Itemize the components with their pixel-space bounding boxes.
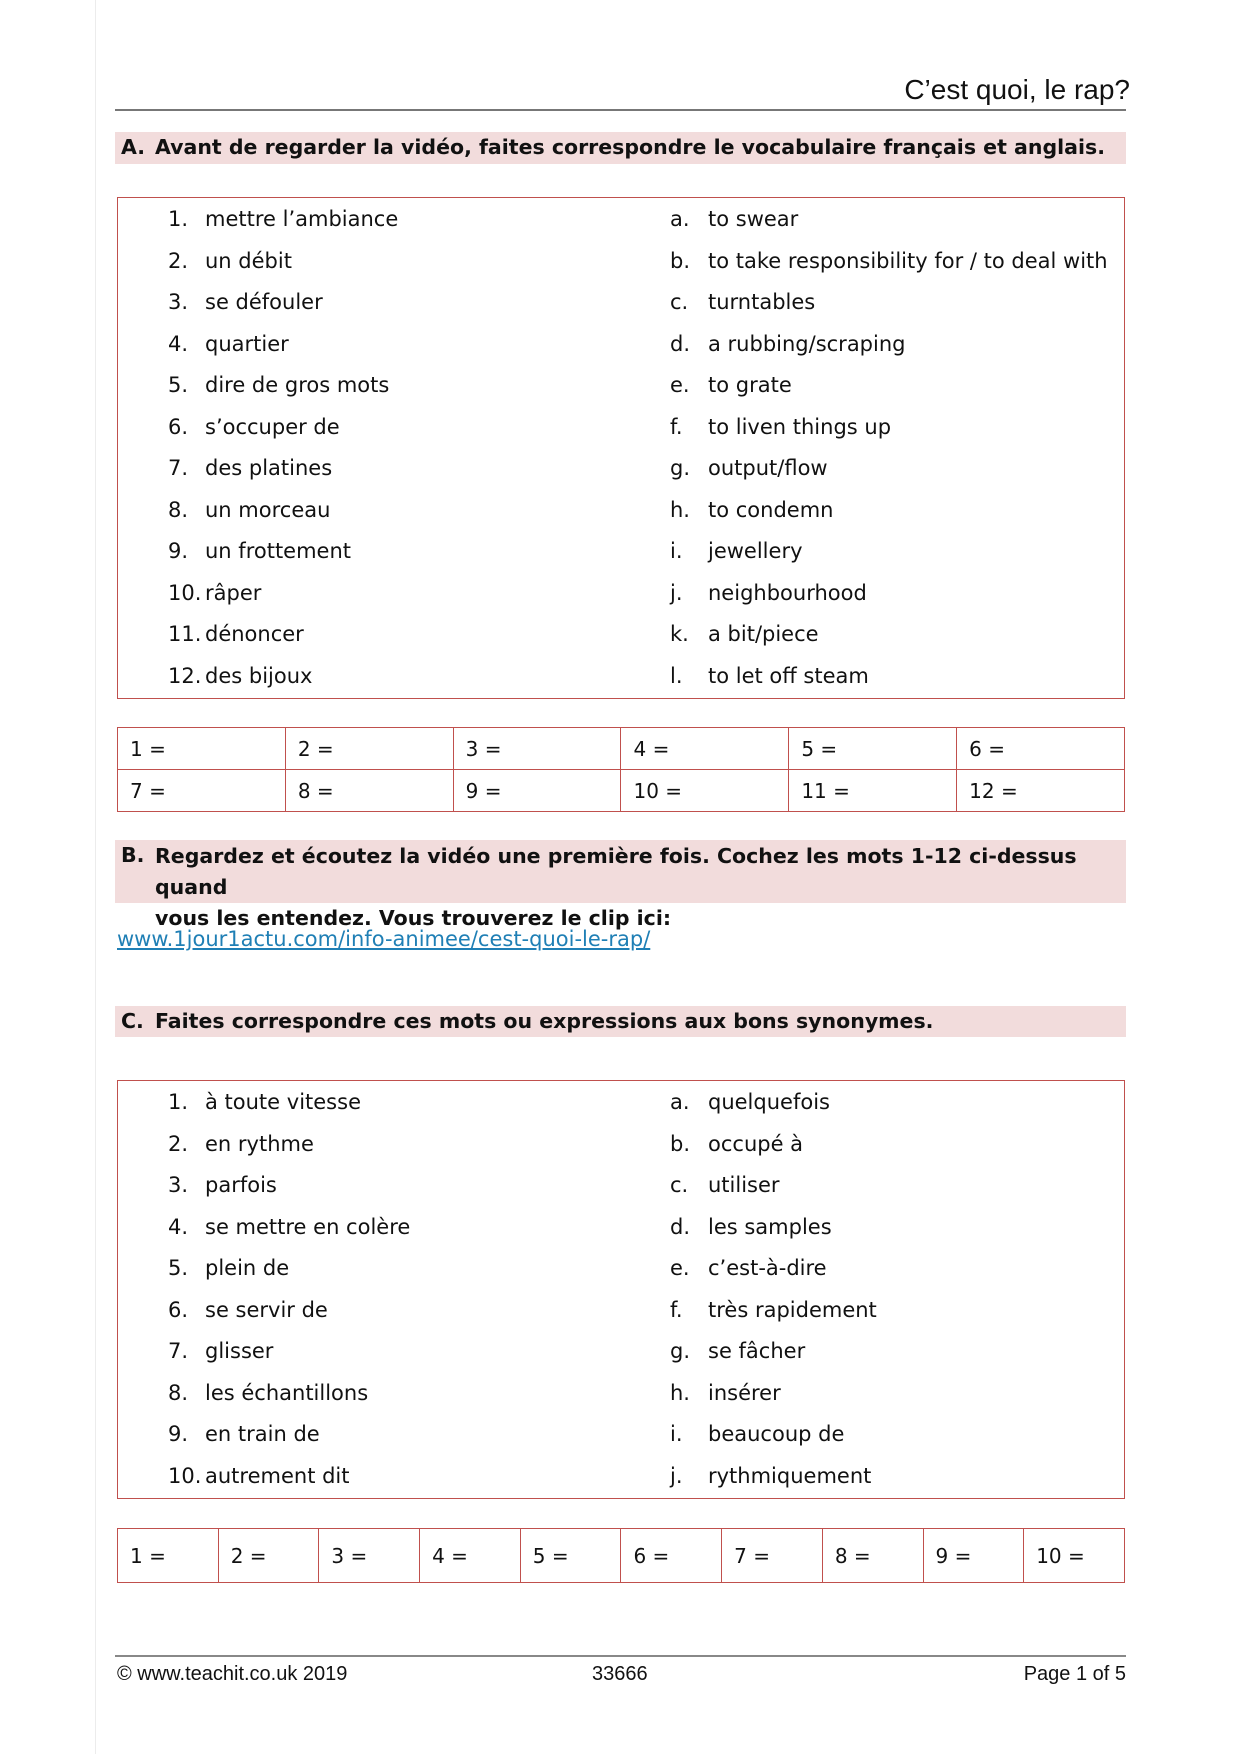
video-link[interactable]: www.1jour1actu.com/info-animee/cest-quoi-le-rap/ — [117, 927, 651, 951]
section-instruction: Faites correspondre ces mots ou expressions aux bons synonymes. — [155, 1009, 934, 1033]
option-letter: i. — [670, 539, 683, 563]
answer-cell[interactable]: 4 = — [621, 728, 789, 770]
option-letter: g. — [670, 1339, 691, 1363]
french-term: mettre l’ambiance — [205, 207, 399, 231]
header-divider — [115, 109, 1126, 111]
item-number: 3. — [168, 290, 189, 314]
match-option: output/flow — [708, 456, 828, 480]
vocab-row — [118, 1414, 1124, 1455]
answer-cell[interactable]: 10 = — [621, 770, 789, 812]
item-number: 9. — [168, 539, 189, 563]
option-letter: e. — [670, 373, 690, 397]
french-term: dénoncer — [205, 622, 304, 646]
footer-code: 33666 — [592, 1663, 648, 1685]
option-letter: d. — [670, 331, 691, 356]
vocab-row — [118, 241, 1124, 282]
item-number: 12. — [168, 663, 202, 688]
match-option: jewellery — [708, 539, 803, 563]
french-term: s’occuper de — [205, 414, 340, 439]
section-letter: A. — [121, 135, 146, 159]
option-letter: l. — [670, 663, 683, 688]
option-letter: h. — [670, 1380, 690, 1405]
item-number: 7. — [168, 1339, 189, 1363]
answer-cell[interactable]: 9 = — [923, 1529, 1024, 1583]
item-number: 11. — [168, 622, 202, 646]
french-term: les échantillons — [205, 1380, 369, 1405]
answer-cell[interactable]: 5 = — [520, 1529, 621, 1583]
answer-cell[interactable]: 11 = — [789, 770, 957, 812]
vocab-row — [118, 614, 1124, 655]
option-letter: h. — [670, 497, 690, 522]
item-number: 2. — [168, 1131, 189, 1156]
section-a-heading — [115, 132, 1126, 164]
vocab-row — [118, 324, 1124, 365]
match-option: to let off steam — [708, 663, 869, 688]
answer-grid-a — [117, 727, 1125, 812]
vocab-row — [118, 1082, 1124, 1123]
item-number: 4. — [168, 1214, 189, 1239]
french-term: dire de gros mots — [205, 373, 390, 397]
french-term: des bijoux — [205, 663, 313, 688]
section-b-heading — [115, 840, 1126, 930]
french-term: se servir de — [205, 1297, 328, 1322]
french-term: plein de — [205, 1256, 290, 1280]
vocab-row — [118, 282, 1124, 323]
vocab-row — [118, 1290, 1124, 1331]
option-letter: g. — [670, 456, 691, 480]
answer-cell[interactable]: 1 = — [118, 1529, 219, 1583]
answer-grid-c — [117, 1528, 1125, 1583]
vocab-row — [118, 1248, 1124, 1289]
match-option: a rubbing/scraping — [708, 331, 906, 356]
option-letter: c. — [670, 290, 689, 314]
french-term: en rythme — [205, 1131, 314, 1156]
french-term: un frottement — [205, 539, 352, 563]
item-number: 1. — [168, 1090, 189, 1114]
item-number: 2. — [168, 248, 189, 273]
item-number: 6. — [168, 414, 189, 439]
vocab-row — [118, 1331, 1124, 1372]
french-term: râper — [205, 580, 262, 605]
match-option: les samples — [708, 1214, 832, 1239]
answer-cell[interactable]: 7 = — [118, 770, 286, 812]
answer-cell[interactable]: 10 = — [1024, 1529, 1125, 1583]
vocab-row — [118, 1373, 1124, 1414]
section-instruction-line-2: vous les entendez. Vous trouverez le clip ici: — [155, 906, 672, 930]
french-term: quartier — [205, 331, 289, 356]
match-option: neighbourhood — [708, 580, 867, 605]
match-option: quelquefois — [708, 1090, 830, 1114]
option-letter: b. — [670, 1131, 691, 1156]
answer-cell[interactable]: 3 = — [453, 728, 621, 770]
option-letter: j. — [670, 580, 683, 605]
section-instruction: Avant de regarder la vidéo, faites correspondre le vocabulaire français et anglais. — [155, 135, 1105, 159]
page-edge — [95, 0, 96, 1754]
answer-cell[interactable]: 4 = — [420, 1529, 521, 1583]
answer-cell[interactable]: 8 = — [822, 1529, 923, 1583]
match-option: se fâcher — [708, 1339, 806, 1363]
match-option: c’est-à-dire — [708, 1256, 827, 1280]
section-letter: B. — [121, 843, 145, 867]
match-option: to grate — [708, 373, 792, 397]
french-term: se défouler — [205, 290, 323, 314]
vocab-row — [118, 1456, 1124, 1497]
section-letter: C. — [121, 1009, 144, 1033]
vocab-row — [118, 1165, 1124, 1206]
match-option: to liven things up — [708, 414, 892, 439]
match-option: insérer — [708, 1380, 781, 1405]
vocab-row — [118, 365, 1124, 406]
match-option: to take responsibility for / to deal with — [708, 248, 1108, 273]
answer-cell[interactable]: 1 = — [118, 728, 286, 770]
footer-divider — [115, 1655, 1126, 1657]
vocab-row — [118, 531, 1124, 572]
french-term: en train de — [205, 1422, 320, 1446]
answer-cell[interactable]: 7 = — [722, 1529, 823, 1583]
footer-page-number: Page 1 of 5 — [1023, 1663, 1126, 1685]
option-letter: f. — [670, 1297, 683, 1322]
vocab-row — [118, 656, 1124, 697]
vocab-row — [118, 199, 1124, 240]
match-option: utiliser — [708, 1173, 780, 1197]
french-term: à toute vitesse — [205, 1090, 361, 1114]
answer-cell[interactable]: 8 = — [285, 770, 453, 812]
answer-cell[interactable]: 2 = — [285, 728, 453, 770]
vocab-row — [118, 407, 1124, 448]
item-number: 8. — [168, 497, 189, 522]
answer-cell[interactable]: 2 = — [218, 1529, 319, 1583]
option-letter: d. — [670, 1214, 691, 1239]
answer-cell[interactable]: 6 = — [957, 728, 1125, 770]
item-number: 5. — [168, 373, 189, 397]
item-number: 10. — [168, 580, 202, 605]
answer-cell[interactable]: 3 = — [319, 1529, 420, 1583]
item-number: 1. — [168, 207, 189, 231]
french-term: un morceau — [205, 497, 331, 522]
french-term: parfois — [205, 1173, 277, 1197]
vocabulary-box-c — [117, 1080, 1125, 1499]
vocab-row — [118, 573, 1124, 614]
footer-copyright: © www.teachit.co.uk 2019 — [117, 1663, 348, 1685]
french-term: autrement dit — [205, 1463, 350, 1488]
match-option: turntables — [708, 290, 816, 314]
option-letter: c. — [670, 1173, 689, 1197]
item-number: 9. — [168, 1422, 189, 1446]
item-number: 6. — [168, 1297, 189, 1322]
french-term: un débit — [205, 248, 292, 273]
option-letter: j. — [670, 1463, 683, 1488]
option-letter: a. — [670, 207, 690, 231]
option-letter: f. — [670, 414, 683, 439]
vocab-row — [118, 448, 1124, 489]
match-option: rythmiquement — [708, 1463, 872, 1488]
item-number: 10. — [168, 1463, 202, 1488]
answer-cell[interactable]: 12 = — [957, 770, 1125, 812]
option-letter: b. — [670, 248, 691, 273]
item-number: 4. — [168, 331, 189, 356]
match-option: très rapidement — [708, 1297, 877, 1322]
item-number: 5. — [168, 1256, 189, 1280]
option-letter: a. — [670, 1090, 690, 1114]
match-option: beaucoup de — [708, 1422, 845, 1446]
item-number: 8. — [168, 1380, 189, 1405]
vocabulary-box-a — [117, 197, 1125, 699]
answer-cell[interactable]: 6 = — [621, 1529, 722, 1583]
section-instruction-line-1: Regardez et écoutez la vidéo une première fois. Cochez les mots 1-12 ci-dessus quand — [155, 844, 1077, 899]
match-option: occupé à — [708, 1131, 804, 1156]
option-letter: e. — [670, 1256, 690, 1280]
match-option: a bit/piece — [708, 622, 819, 646]
section-c-heading — [115, 1006, 1126, 1037]
option-letter: k. — [670, 622, 689, 646]
match-option: to swear — [708, 207, 799, 231]
vocab-row — [118, 1124, 1124, 1165]
answer-cell[interactable]: 5 = — [789, 728, 957, 770]
item-number: 3. — [168, 1173, 189, 1197]
page-title: C’est quoi, le rap? — [904, 74, 1130, 105]
match-option: to condemn — [708, 497, 834, 522]
answer-cell[interactable]: 9 = — [453, 770, 621, 812]
french-term: se mettre en colère — [205, 1214, 411, 1239]
vocab-row — [118, 1207, 1124, 1248]
french-term: glisser — [205, 1339, 274, 1363]
option-letter: i. — [670, 1422, 683, 1446]
item-number: 7. — [168, 456, 189, 480]
french-term: des platines — [205, 456, 333, 480]
vocab-row — [118, 490, 1124, 531]
